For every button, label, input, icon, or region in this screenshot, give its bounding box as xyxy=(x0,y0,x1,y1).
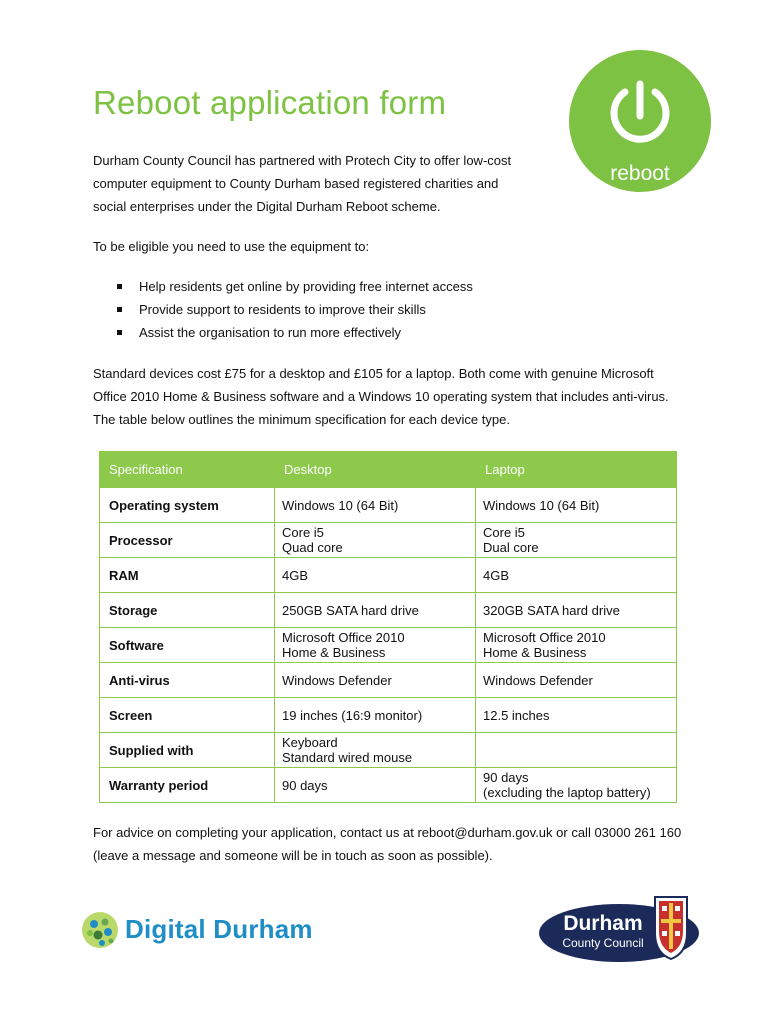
desktop-value xyxy=(275,733,476,768)
desktop-value xyxy=(275,768,476,803)
cell-line: 90 days xyxy=(483,770,529,785)
desktop-value xyxy=(275,698,476,733)
laptop-value xyxy=(476,488,677,523)
table-row xyxy=(100,488,677,523)
laptop-value xyxy=(476,768,677,803)
spec-label: Operating system xyxy=(100,488,275,523)
list-item: Help residents get online by providing free internet access xyxy=(93,275,473,298)
spec-label: Supplied with xyxy=(100,733,275,768)
cell-line: Windows 10 (64 Bit) xyxy=(282,497,399,513)
cell-line: Windows Defender xyxy=(282,672,392,688)
cell-line: Microsoft Office 2010 xyxy=(483,630,606,645)
durham-county-council-logo xyxy=(537,893,707,963)
pricing-paragraph: Standard devices cost £75 for a desktop and £105 for a laptop. Both come with genuine Microsoft Office 2010 Home & Business software and a Windows 10 operating system that includes anti-virus. The table below outlines the minimum specification for each device type. xyxy=(93,366,669,427)
header-specification: Specification xyxy=(100,452,275,488)
cell-line: Dual core xyxy=(483,540,539,555)
header-laptop: Laptop xyxy=(476,452,677,488)
desktop-value xyxy=(275,593,476,628)
council-name-line1: Durham xyxy=(563,912,643,935)
cell-line: Windows 10 (64 Bit) xyxy=(483,497,600,513)
desktop-value xyxy=(275,663,476,698)
cell-line: 90 days xyxy=(282,777,328,793)
cell-line: (excluding the laptop battery) xyxy=(483,785,651,800)
table-row xyxy=(100,733,677,768)
cell-line: 320GB SATA hard drive xyxy=(483,602,620,618)
cell-line: Standard wired mouse xyxy=(282,750,413,765)
globe-icon xyxy=(80,910,120,950)
intro-paragraph: Durham County Council has partnered with Protech City to offer low-cost computer equipment to County Durham based registered charities and social enterprises under the Digital Durham Reboot scheme. xyxy=(93,153,512,214)
spec-label: Software xyxy=(100,628,275,663)
laptop-value xyxy=(476,698,677,733)
cell-line: Microsoft Office 2010 xyxy=(282,630,405,645)
table-row xyxy=(100,628,677,663)
spec-label: Processor xyxy=(100,523,275,558)
cell-line: 4GB xyxy=(282,567,309,583)
cell-line: Keyboard xyxy=(282,735,338,750)
table-header-row xyxy=(100,452,677,488)
table-row xyxy=(100,663,677,698)
list-item: Provide support to residents to improve their skills xyxy=(93,298,473,321)
reboot-logo xyxy=(562,50,718,192)
cell-line: 12.5 inches xyxy=(483,707,550,723)
reboot-logo-text: reboot xyxy=(610,162,670,185)
bullet-icon xyxy=(117,307,122,312)
cell-line: Core i5 xyxy=(282,525,324,540)
table-row xyxy=(100,593,677,628)
header-desktop: Desktop xyxy=(275,452,476,488)
council-name-line2: County Council xyxy=(562,936,644,950)
eligibility-list xyxy=(93,275,473,344)
desktop-value xyxy=(275,558,476,593)
desktop-value xyxy=(275,488,476,523)
table-row xyxy=(100,698,677,733)
eligibility-intro: To be eligible you need to use the equipment to: xyxy=(93,239,370,254)
spec-label: Screen xyxy=(100,698,275,733)
desktop-value xyxy=(275,523,476,558)
cell-line: Home & Business xyxy=(282,645,386,660)
bullet-icon xyxy=(117,330,122,335)
desktop-value xyxy=(275,628,476,663)
spec-label: Storage xyxy=(100,593,275,628)
cell-line: Windows Defender xyxy=(483,672,593,688)
laptop-value xyxy=(476,558,677,593)
laptop-value xyxy=(476,523,677,558)
table-row xyxy=(100,768,677,803)
spec-label: Anti-virus xyxy=(100,663,275,698)
spec-label: RAM xyxy=(100,558,275,593)
table-row xyxy=(100,558,677,593)
cell-line: 250GB SATA hard drive xyxy=(282,602,419,618)
laptop-value xyxy=(476,733,677,768)
spec-label: Warranty period xyxy=(100,768,275,803)
coat-of-arms-icon xyxy=(655,897,687,959)
digital-durham-text: Digital Durham xyxy=(125,914,313,944)
cell-line: Home & Business xyxy=(483,645,587,660)
list-item: Assist the organisation to run more effectively xyxy=(93,321,473,344)
table-row xyxy=(100,523,677,558)
specification-table xyxy=(99,451,677,803)
digital-durham-logo xyxy=(80,908,340,954)
cell-line: Quad core xyxy=(282,540,343,555)
laptop-value xyxy=(476,663,677,698)
cell-line: 4GB xyxy=(483,567,510,583)
cell-line: 19 inches (16:9 monitor) xyxy=(282,707,423,723)
contact-paragraph: For advice on completing your application, contact us at reboot@durham.gov.uk or call 03000 261 160 (leave a message and someone will be in touch as soon as possible). xyxy=(93,825,682,863)
bullet-icon xyxy=(117,284,122,289)
laptop-value xyxy=(476,593,677,628)
cell-line: Core i5 xyxy=(483,525,525,540)
page-title: Reboot application form xyxy=(93,84,447,121)
laptop-value xyxy=(476,628,677,663)
